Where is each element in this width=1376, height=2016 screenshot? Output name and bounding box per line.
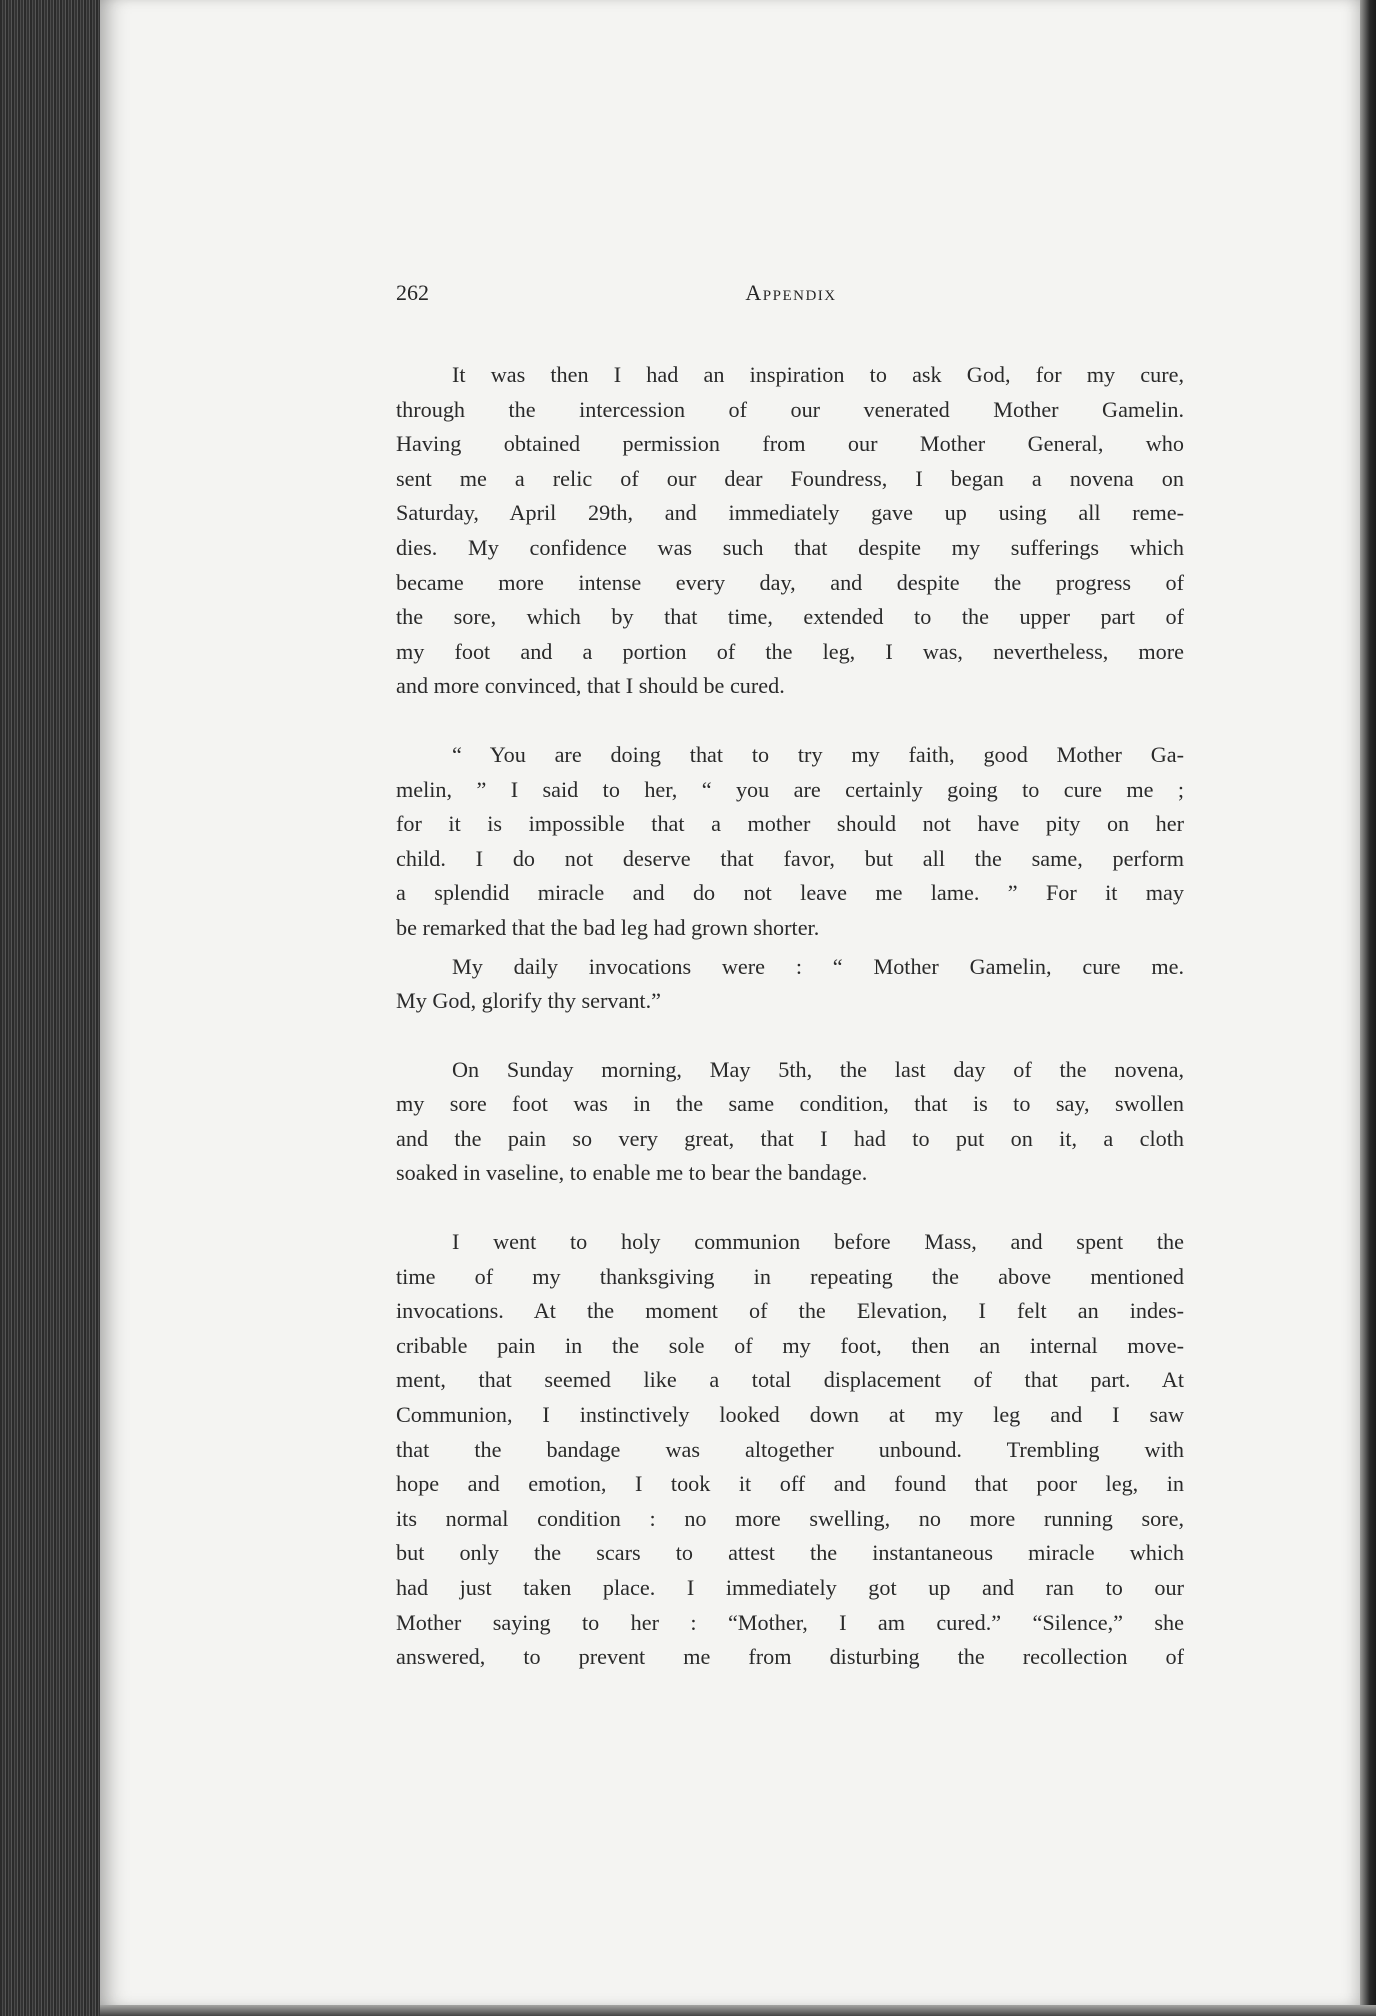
text-line: On Sunday morning, May 5th, the last day of the novena, bbox=[452, 1056, 1184, 1082]
text-line: had just taken place. I immediately got up and ran to our bbox=[396, 1575, 1184, 1600]
book-spine-edge bbox=[0, 0, 100, 2016]
text-line: answered, to prevent me from disturbing the recollection of bbox=[396, 1644, 1184, 1670]
paragraph-gap bbox=[396, 1191, 1184, 1225]
text-line: my sore foot was in the same condition, that is to say, swollen bbox=[396, 1091, 1184, 1117]
text-line: I went to holy communion before Mass, and spent the bbox=[452, 1229, 1184, 1255]
paragraph bbox=[396, 1053, 1184, 1191]
text-line: became more intense every day, and despite the progress of bbox=[396, 569, 1184, 595]
text-line: It was then I had an inspiration to ask God, for my cure, bbox=[452, 362, 1184, 387]
text-line: for it is impossible that a mother should not have pity on her bbox=[396, 811, 1184, 837]
text-line: dies. My confidence was such that despite my sufferings which bbox=[396, 534, 1184, 560]
running-head bbox=[396, 280, 1186, 316]
text-line: that the bandage was altogether unbound. Trembling with bbox=[396, 1436, 1184, 1462]
text-line: child. I do not deserve that favor, but all the same, perform bbox=[396, 845, 1184, 871]
text-line: melin, ” I said to her, “ you are certainly going to cure me ; bbox=[396, 776, 1184, 802]
text-line: and more convinced, that I should be cured. bbox=[396, 673, 785, 699]
body-text bbox=[396, 358, 1184, 1675]
paragraph-gap bbox=[396, 704, 1184, 738]
text-line: my foot and a portion of the leg, I was, nevertheless, more bbox=[396, 638, 1184, 664]
text-line: “ You are doing that to try my faith, good Mother Ga- bbox=[452, 741, 1184, 767]
text-line: through the intercession of our venerated Mother Gamelin. bbox=[396, 396, 1184, 422]
text-line: the sore, which by that time, extended to the upper part of bbox=[396, 604, 1184, 630]
text-line: a splendid miracle and do not leave me lame. ” For it may bbox=[396, 880, 1184, 906]
page-right-edge bbox=[1360, 0, 1376, 2016]
text-line: but only the scars to attest the instantaneous miracle which bbox=[396, 1540, 1184, 1566]
paragraph bbox=[396, 738, 1184, 946]
running-title: Appendix bbox=[745, 280, 837, 305]
text-line: Saturday, April 29th, and immediately gave up using all reme- bbox=[396, 500, 1184, 526]
text-line: be remarked that the bad leg had grown shorter. bbox=[396, 914, 820, 940]
text-line: its normal condition : no more swelling, no more running sore, bbox=[396, 1505, 1184, 1531]
text-line: cribable pain in the sole of my foot, then an internal move- bbox=[396, 1332, 1184, 1358]
text-line: invocations. At the moment of the Elevation, I felt an indes- bbox=[396, 1298, 1184, 1324]
text-line: Having obtained permission from our Mother General, who bbox=[396, 431, 1184, 457]
text-line: ment, that seemed like a total displacement of that part. At bbox=[396, 1367, 1184, 1393]
paragraph bbox=[396, 1225, 1184, 1675]
text-line: Mother saying to her : “Mother, I am cured.” “Silence,” she bbox=[396, 1609, 1184, 1635]
paragraph bbox=[396, 950, 1184, 1019]
text-line: sent me a relic of our dear Foundress, I began a novena on bbox=[396, 465, 1184, 491]
text-line: time of my thanksgiving in repeating the above mentioned bbox=[396, 1263, 1184, 1289]
paragraph bbox=[396, 358, 1184, 704]
page-number: 262 bbox=[396, 280, 429, 305]
text-line: My God, glorify thy servant.” bbox=[396, 988, 661, 1014]
text-line: and the pain so very great, that I had to put on it, a cloth bbox=[396, 1125, 1184, 1151]
text-line: hope and emotion, I took it off and found that poor leg, in bbox=[396, 1471, 1184, 1497]
text-line: Communion, I instinctively looked down at my leg and I saw bbox=[396, 1402, 1184, 1428]
text-line: soaked in vaseline, to enable me to bear the bandage. bbox=[396, 1160, 868, 1186]
page-bottom-edge bbox=[100, 2005, 1376, 2016]
paragraph-gap bbox=[396, 1019, 1184, 1053]
text-line: My daily invocations were : “ Mother Gamelin, cure me. bbox=[452, 953, 1184, 979]
